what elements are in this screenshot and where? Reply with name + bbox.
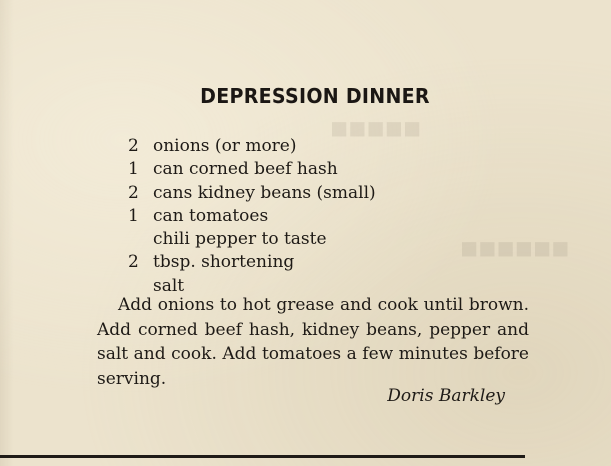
ingredient-quantity [128,228,153,251]
show-through-shadow: ◼◼◼◼◼ [330,116,422,141]
ingredient-item [128,251,376,274]
ingredient-quantity: 1 [128,159,139,180]
show-through-shadow: ◼◼◼◼◼◼ [460,236,570,261]
ingredient-text: can tomatoes [153,205,269,226]
ingredient-item [128,228,376,251]
ingredient-text: tbsp. shortening [153,252,295,273]
ingredient-text: cans kidney beans (small) [153,182,376,203]
ingredient-quantity: 1 [128,205,139,226]
ingredient-item [128,182,376,205]
ingredient-item [128,205,376,228]
ingredient-item [128,135,376,158]
ingredient-list [128,135,376,298]
ingredient-quantity: 2 [128,252,139,273]
recipe-instructions: Add onions to hot grease and cook until brown. Add corned beef hash, kidney beans, pepper and salt and cook. Add tomatoes a few minutes before serving. [97,295,529,389]
ingredient-text: chili pepper to taste [153,229,327,250]
ingredient-text: salt [153,275,185,296]
ingredient-text: can corned beef hash [153,159,338,180]
recipe-author: Doris Barkley [387,386,505,406]
recipe-title: DEPRESSION DINNER [200,84,430,108]
divider-rule [0,455,525,458]
ingredient-text: onions (or more) [153,136,297,156]
ingredient-quantity: 2 [128,136,139,156]
ingredient-quantity: 2 [128,182,139,203]
ingredient-item [128,158,376,181]
